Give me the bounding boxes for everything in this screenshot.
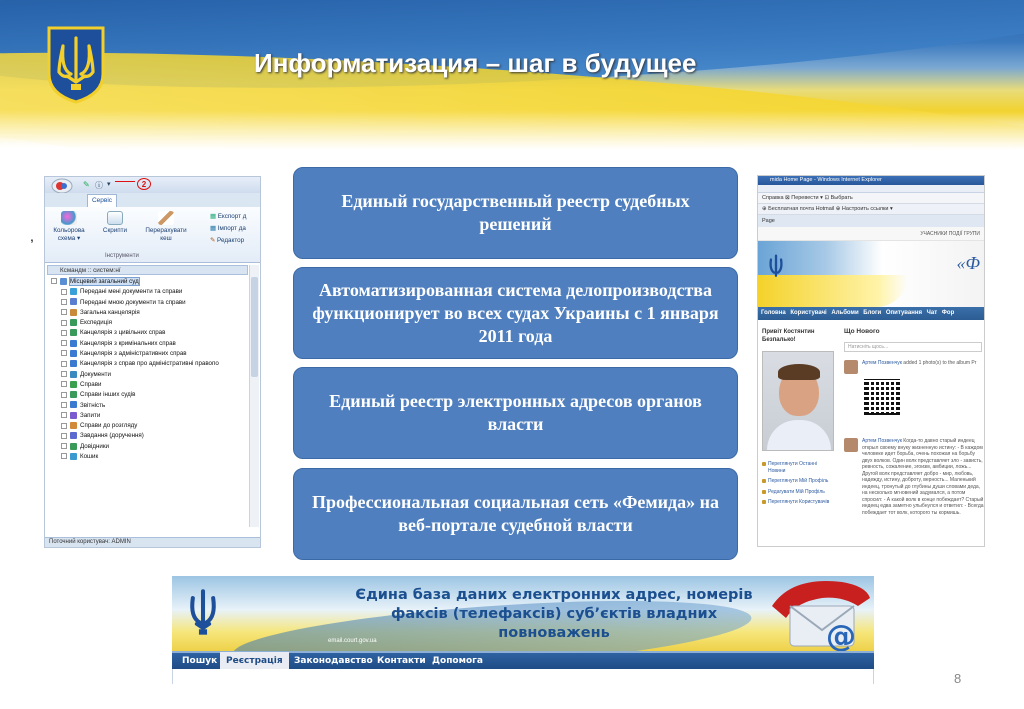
tree-row[interactable] xyxy=(49,287,249,297)
expand-icon[interactable] xyxy=(61,443,67,449)
tree-header: Ксмандм :: систем:нї xyxy=(47,265,248,275)
tree-row[interactable] xyxy=(49,370,249,380)
femida-screenshot xyxy=(757,175,985,547)
link-edit-profile[interactable]: Редагувати Мій Профіль xyxy=(762,489,834,496)
site-logo: «Ф xyxy=(956,253,980,273)
folder-icon xyxy=(70,309,77,316)
post-text: Когда-то давно старый индеец открыл своему внуку жизненную истину: - В каждом человеке идет борьба, очень похожая на борьбу двух волков. Один волк представляет зло - зависть, ревность, сожаление, эгоизм, амбиции, ложь... Другой волк представляет добро - мир, любовь, надежду, истину, доброту, верность... Маленький индеец, тронутый до глубины души словами деда, на несколько мгновений задумался, а потом спросил: - А какой волк в конце побеждает? Старый индеец едва заметно улыбнулся и ответил: - Всегда побеждает тот волк, которого ты кормишь. xyxy=(862,438,984,516)
folder-icon xyxy=(70,288,77,295)
scroll-icon xyxy=(107,211,123,225)
box-femida-network: Профессиональная социальная сеть «Фемида» на веб-портале судебной власти xyxy=(293,468,738,560)
expand-icon[interactable] xyxy=(61,330,67,336)
expand-icon[interactable] xyxy=(61,412,67,418)
folder-icon xyxy=(70,453,77,460)
quick-access-toolbar xyxy=(45,177,260,193)
trident-emblem-icon xyxy=(182,584,224,642)
recalc-cache-label: Перерахувати кеш xyxy=(145,227,187,242)
avatar xyxy=(844,360,858,374)
feed-post xyxy=(844,360,984,367)
expand-icon[interactable] xyxy=(61,350,67,356)
wand-icon xyxy=(158,211,174,225)
box-document-system: Автоматизированная система делопроизводства функционирует во всех судах Украины с 1 января 2011 года xyxy=(293,267,738,359)
expand-icon[interactable] xyxy=(61,289,67,295)
color-scheme-button[interactable] xyxy=(49,211,89,243)
import-button[interactable] xyxy=(210,225,246,232)
banner-body xyxy=(172,669,874,684)
tree-row[interactable] xyxy=(49,339,249,349)
folder-icon xyxy=(70,391,77,398)
info-icon[interactable]: ⓘ xyxy=(95,181,103,190)
tree-row-label: Загальна канцелярія xyxy=(80,308,140,316)
folder-icon xyxy=(70,432,77,439)
page-title: Информатизация – шаг в будущее xyxy=(254,48,697,78)
expand-icon[interactable] xyxy=(61,309,67,315)
app-logo-icon xyxy=(51,178,73,194)
tree-row[interactable] xyxy=(49,349,249,359)
feed-search-input[interactable]: Натисніть щось... xyxy=(844,342,982,352)
expand-icon[interactable] xyxy=(51,278,57,284)
tree-row[interactable] xyxy=(49,390,249,400)
tree-row-label: Експедиція xyxy=(80,319,112,327)
tree-row-label: Звітність xyxy=(80,401,106,409)
editor-icon: ✎ xyxy=(210,237,216,244)
ribbon-tabs xyxy=(45,193,260,207)
email-registry-banner xyxy=(172,576,874,684)
scripts-button[interactable] xyxy=(97,211,133,235)
stray-mark: , xyxy=(30,228,34,244)
editor-label: Редактор xyxy=(217,237,245,244)
banner-url: email.court.gov.ua xyxy=(328,638,377,644)
editor-button[interactable] xyxy=(210,237,244,244)
folder-icon xyxy=(70,443,77,450)
feed-post xyxy=(844,438,984,536)
expand-icon[interactable] xyxy=(61,361,67,367)
post-author[interactable]: Артем Позвенчук xyxy=(862,360,902,366)
expand-icon[interactable] xyxy=(61,320,67,326)
expand-icon[interactable] xyxy=(61,433,67,439)
tree-row-label: Канцелярія з цивільних справ xyxy=(80,329,166,337)
folder-icon xyxy=(70,371,77,378)
folder-icon xyxy=(70,381,77,388)
tree-row-label: Завдання (доручення) xyxy=(80,432,144,440)
tree-row[interactable] xyxy=(49,328,249,338)
favorites-bar[interactable]: ⊕ Бесплатная почта Hotmail ⊕ Настроить ссылки ▾ xyxy=(758,204,984,215)
red-arrow-icon xyxy=(115,181,135,182)
expand-icon[interactable] xyxy=(61,299,67,305)
tree-row[interactable] xyxy=(49,308,249,318)
profile-links xyxy=(762,461,834,510)
recalc-cache-button[interactable] xyxy=(141,211,191,243)
expand-icon[interactable] xyxy=(61,381,67,387)
site-banner xyxy=(758,241,984,307)
nav-help[interactable]: Допомога xyxy=(432,656,483,666)
folder-icon xyxy=(70,298,77,305)
banner-header xyxy=(172,576,874,651)
tree-row[interactable] xyxy=(49,431,249,441)
import-icon: ▦ xyxy=(210,225,216,232)
folder-icon xyxy=(60,278,67,285)
banner-title: Єдина база даних електронних адрес, номерів факсів (телефаксів) суб’єктів владних повноважень xyxy=(355,587,753,641)
tree-row-label: Довідники xyxy=(80,442,110,450)
profile-photo xyxy=(762,351,834,451)
trident-emblem-icon xyxy=(764,251,788,285)
folder-icon xyxy=(70,329,77,336)
tree-row-label: Канцелярія з адміністративних справ xyxy=(80,350,187,358)
tree-row-label: Справи xyxy=(80,380,102,388)
link-news[interactable]: Переглянути Останні Новини xyxy=(762,461,834,474)
tab-service[interactable]: Сервіс xyxy=(87,194,117,207)
court-app-screenshot xyxy=(44,176,261,548)
browser-tab[interactable]: Page xyxy=(758,215,984,227)
page-number: 8 xyxy=(954,671,962,686)
dropdown-icon[interactable]: ▾ xyxy=(107,181,111,188)
folder-icon xyxy=(70,401,77,408)
tree-scrollbar[interactable] xyxy=(249,265,259,527)
nav-search[interactable]: Пошук xyxy=(182,656,218,666)
marker-badge: 2 xyxy=(137,178,151,190)
link-users[interactable]: Переглянути Користувачів xyxy=(762,499,834,506)
expand-icon[interactable] xyxy=(61,340,67,346)
header-banner xyxy=(0,0,1024,150)
phone-envelope-icon xyxy=(762,576,874,651)
pin-icon[interactable]: ✎ xyxy=(83,180,90,189)
tree-row[interactable] xyxy=(49,401,249,411)
qr-code-image[interactable] xyxy=(864,379,900,415)
tree-row-label: Кошик xyxy=(80,453,99,461)
ribbon-body xyxy=(45,207,260,263)
expand-icon[interactable] xyxy=(61,402,67,408)
tree-row-label: Канцелярія з справ про адміністративні правопо xyxy=(80,360,219,368)
tree-row-label: Запити xyxy=(80,411,101,419)
export-label: Експорт д xyxy=(217,213,247,220)
link-my-profile[interactable]: Переглянути Мій Профіль xyxy=(762,478,834,485)
avatar xyxy=(844,438,858,452)
import-label: Імпорт да xyxy=(217,225,246,232)
folder-icon xyxy=(70,340,77,347)
tree-row-label: Передані мною документи та справи xyxy=(80,298,186,306)
export-button[interactable] xyxy=(210,213,246,220)
trident-emblem-icon xyxy=(45,24,107,104)
tree-row[interactable] xyxy=(49,452,249,462)
tree-row-label: Канцелярія з кримінальних справ xyxy=(80,339,176,347)
status-bar: Поточний користувач: ADMIN xyxy=(45,537,260,547)
scripts-label: Скрипти xyxy=(102,227,128,234)
tree-row[interactable] xyxy=(49,442,249,452)
palette-icon xyxy=(61,211,77,225)
folder-icon xyxy=(70,319,77,326)
tree-row-label: Місцевий загальний суд xyxy=(70,278,139,285)
feed-title: Що Нового xyxy=(844,328,880,335)
nav-contacts[interactable]: Контакти xyxy=(377,656,426,666)
nav-registration[interactable]: Реєстрація xyxy=(220,652,289,670)
tree-row[interactable] xyxy=(49,421,249,431)
tree-row-label: Передані мені документи та справи xyxy=(80,288,183,296)
tree-row-label: Справи до розгляду xyxy=(80,422,138,430)
folder-icon xyxy=(70,350,77,357)
tree-row[interactable] xyxy=(49,359,249,369)
greeting: Привіт Костянтин Безпалько! xyxy=(762,329,815,343)
expand-icon[interactable] xyxy=(61,423,67,429)
site-top-links[interactable]: УЧАСНИКИ ПОДІЇ ГРУПИ xyxy=(758,227,984,241)
tree-row-label: Справи інших судів xyxy=(80,391,136,399)
box-court-decisions-registry: Единый государственный реестр судебных решений xyxy=(293,167,738,259)
tree-row-label: Документи xyxy=(80,370,111,378)
svg-text:@: @ xyxy=(826,619,856,651)
address-bar[interactable] xyxy=(758,185,984,193)
group-label: Інструменти xyxy=(105,253,139,259)
color-scheme-label: Кольорова схема ▾ xyxy=(53,227,85,242)
expand-icon[interactable] xyxy=(61,371,67,377)
box-email-registry: Единый реестр электронных адресов органов власти xyxy=(293,367,738,459)
tree-row[interactable] xyxy=(49,277,249,287)
post-text: added 1 photo(s) to the album Pr xyxy=(903,360,977,366)
tree-row[interactable] xyxy=(49,318,249,328)
tree-row[interactable] xyxy=(49,298,249,308)
browser-menu[interactable]: Справка ⊠ Перевести ▾ ⊡ Выбрать xyxy=(758,193,984,204)
expand-icon[interactable] xyxy=(61,392,67,398)
post-author[interactable]: Артем Позвенчук xyxy=(862,438,902,444)
expand-icon[interactable] xyxy=(61,453,67,459)
export-icon: ▦ xyxy=(210,213,216,220)
tree-row[interactable] xyxy=(49,411,249,421)
banner-nav xyxy=(172,651,874,669)
tree-row[interactable] xyxy=(49,380,249,390)
nav-legislation[interactable]: Законодавство xyxy=(294,656,373,666)
folder-icon xyxy=(70,360,77,367)
folder-icon xyxy=(70,412,77,419)
site-nav[interactable]: Головна Користувачі Альбоми Блоги Опитування Чат Фор xyxy=(758,307,984,320)
browser-title: mida Home Page - Windows Internet Explorer xyxy=(758,176,984,185)
folder-icon xyxy=(70,422,77,429)
tree-view xyxy=(49,277,249,462)
